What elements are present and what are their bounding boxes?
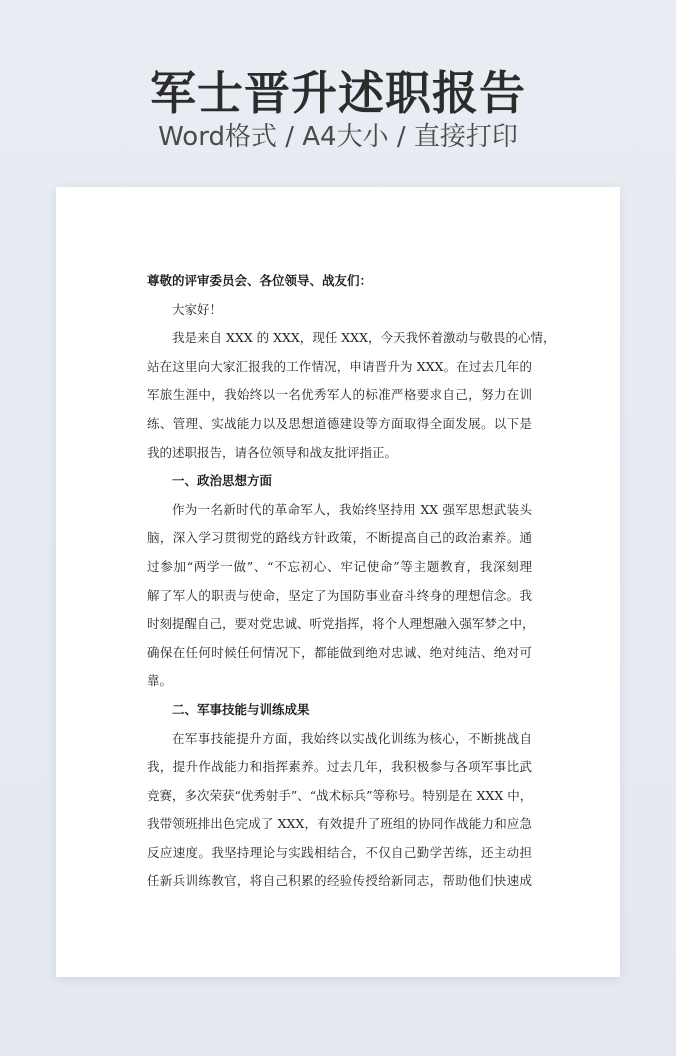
- text-line: 任新兵训练教官，将自己积累的经验传授给新同志，帮助他们快速成: [147, 873, 532, 889]
- text-line: 时刻提醒自己，要对党忠诚、听党指挥，将个人理想融入强军梦之中，: [147, 616, 535, 632]
- text-line: 反应速度。我坚持理论与实践相结合，不仅自己勤学苦练，还主动担: [147, 844, 532, 860]
- text-line: 靠。: [147, 673, 173, 689]
- text-line: 军旅生涯中，我始终以一名优秀军人的标准严格要求自己，努力在训: [147, 387, 532, 403]
- text-line: 竞赛，多次荣获“优秀射手”、“战术标兵”等称号。特别是在 XXX 中，: [147, 787, 533, 803]
- section-heading-military-skills: 二、军事技能与训练成果: [172, 701, 310, 717]
- page-title: 军士晋升述职报告: [150, 66, 526, 120]
- politics-paragraph: [147, 496, 535, 696]
- text-line: 我是来自 XXX 的 XXX，现任 XXX，今天我怀着激动与敬畏的心情，: [172, 330, 556, 346]
- text-line: 过参加“两学一做”、“不忘初心、牢记使命”等主题教育，我深刻理: [147, 558, 532, 574]
- text-line: 练、管理、实战能力以及思想道德建设等方面取得全面发展。以下是: [147, 415, 532, 431]
- salutation: 尊敬的评审委员会、各位领导、战友们：: [147, 273, 373, 288]
- text-line: 确保在任何时候任何情况下，都能做到绝对忠诚、绝对纯洁、绝对可: [147, 644, 532, 660]
- military-skills-paragraph: [147, 725, 532, 897]
- text-line: 我的述职报告，请各位领导和战友批评指正。: [147, 444, 398, 460]
- text-line: 我，提升作战能力和指挥素养。过去几年，我积极参与各项军事比武: [147, 759, 532, 775]
- document-body: [147, 267, 556, 896]
- greeting: 大家好！: [172, 301, 223, 317]
- text-line: 脑，深入学习贯彻党的路线方针政策，不断提高自己的政治素养。通: [147, 530, 532, 546]
- text-line: 在军事技能提升方面，我始终以实战化训练为核心，不断挑战自: [172, 730, 532, 746]
- section-heading-politics: 一、政治思想方面: [172, 473, 273, 489]
- document-page: [56, 187, 620, 977]
- page-subtitle: Word格式 / A4大小 / 直接打印: [158, 122, 518, 152]
- text-line: 站在这里向大家汇报我的工作情况，申请晋升为 XXX。在过去几年的: [147, 358, 532, 374]
- text-line: 我带领班排出色完成了 XXX，有效提升了班组的协同作战能力和应急: [147, 816, 532, 832]
- intro-paragraph: [147, 324, 556, 467]
- text-line: 解了军人的职责与使命，坚定了为国防事业奋斗终身的理想信念。我: [147, 587, 532, 603]
- text-line: 作为一名新时代的革命军人，我始终坚持用 XX 强军思想武装头: [172, 501, 532, 517]
- page-header: [0, 0, 676, 187]
